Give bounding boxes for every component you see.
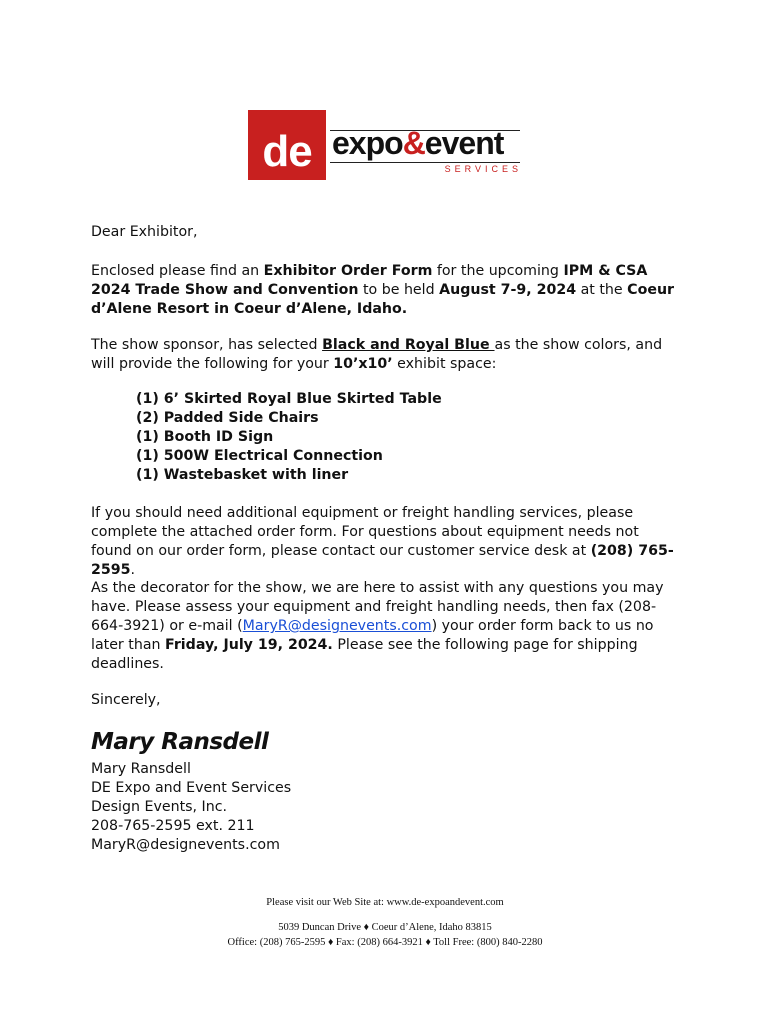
p4-text-2: ) your order form back to us no later than <box>91 618 654 653</box>
logo-rule-bottom <box>330 162 520 163</box>
p2-text-1: The show sponsor, has selected <box>91 337 323 353</box>
p1-text-2: for the upcoming <box>432 263 564 279</box>
signature-block <box>91 760 291 855</box>
list-item: (1) 6’ Skirted Royal Blue Skirted Table <box>136 391 442 407</box>
p3-text-1: If you should need additional equipment or freight handling services, please complete the attached order form. For questions about equipment needs not found on our order form, please contact our customer service desk at <box>91 505 639 559</box>
paragraph-additional-services <box>91 504 681 580</box>
signer-organization: Design Events, Inc. <box>91 799 228 815</box>
signer-company: DE Expo and Event Services <box>91 780 292 796</box>
signature-script: Mary Ransdell <box>91 729 269 755</box>
paragraph-intro <box>91 262 681 319</box>
logo-ampersand: & <box>402 125 425 161</box>
signer-name: Mary Ransdell <box>91 761 191 777</box>
p1-text-1: Enclosed please find an <box>91 263 264 279</box>
p1-event-dates: August 7-9, 2024 <box>439 282 577 298</box>
p4-text-1: As the decorator for the show, we are here to assist with any questions you may have. Please assess your equipment and freight handling needs, then fax (208-664-3921) or e-mail ( <box>91 580 664 634</box>
paragraph-decorator <box>91 579 681 674</box>
p1-venue: Coeur d’Alene Resort in Coeur d’Alene, Idaho. <box>91 282 675 317</box>
p1-text-4: at the <box>576 282 628 298</box>
p2-text-3: exhibit space: <box>392 356 497 372</box>
p1-form-name: Exhibitor Order Form <box>263 263 433 279</box>
signer-email: MaryR@designevents.com <box>91 837 280 853</box>
footer-phones: Office: (208) 765-2595 ♦ Fax: (208) 664-3921 ♦ Toll Free: (800) 840-2280 <box>227 937 543 948</box>
logo-expo: expo <box>332 125 403 161</box>
logo-de-block: de <box>248 110 326 180</box>
p2-booth-size: 10’x10’ <box>333 356 393 372</box>
p3-phone: (208) 765-2595 <box>91 543 674 578</box>
logo-services: SERVICES <box>444 164 522 174</box>
greeting: Dear Exhibitor, <box>91 224 198 240</box>
logo-event: event <box>424 125 504 161</box>
p1-event-name: IPM & CSA 2024 Trade Show and Convention <box>91 263 648 298</box>
company-logo <box>248 110 528 182</box>
paragraph-show-colors <box>91 336 681 374</box>
closing: Sincerely, <box>91 692 161 708</box>
p3-text-2: . <box>130 562 136 578</box>
p4-text-3: Please see the following page for shipping deadlines. <box>91 637 638 672</box>
list-item: (1) Booth ID Sign <box>136 429 274 445</box>
p2-show-colors: Black and Royal Blue <box>322 337 495 353</box>
list-item: (1) 500W Electrical Connection <box>136 448 383 464</box>
booth-items-list <box>136 390 442 485</box>
logo-wordmark <box>332 127 503 159</box>
list-item: (1) Wastebasket with liner <box>136 467 349 483</box>
p2-text-2: as the show colors, and will provide the following for your <box>91 337 663 372</box>
email-link[interactable]: MaryR@designevents.com <box>242 618 432 634</box>
p1-text-3: to be held <box>358 282 440 298</box>
footer-address: 5039 Duncan Drive ♦ Coeur d’Alene, Idaho 83815 <box>278 922 492 933</box>
list-item: (2) Padded Side Chairs <box>136 410 319 426</box>
p4-deadline: Friday, July 19, 2024. <box>165 637 333 653</box>
footer-website: Please visit our Web Site at: www.de-expoandevent.com <box>266 897 504 908</box>
signer-phone: 208-765-2595 ext. 211 <box>91 818 255 834</box>
